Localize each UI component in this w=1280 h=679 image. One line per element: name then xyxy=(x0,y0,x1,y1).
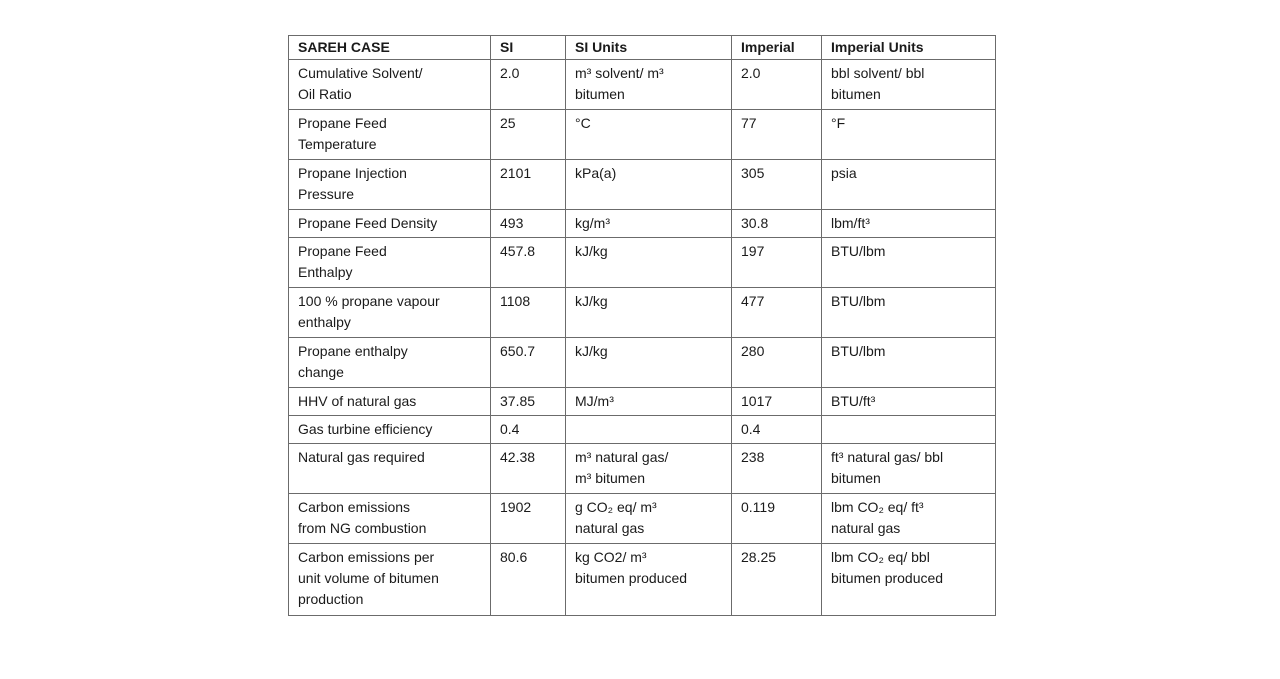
row-si-value-cell-text: 2101 xyxy=(500,165,532,181)
row-parameter-cell-text: Propane Injection Pressure xyxy=(298,165,407,202)
row-si-units-cell-text: MJ/m³ xyxy=(575,393,614,409)
row-si-units-cell-text: m³ natural gas/ m³ bitumen xyxy=(575,449,669,486)
table-header-row xyxy=(289,36,996,60)
row-imperial-units-cell-text: BTU/ft³ xyxy=(831,393,876,409)
row-imperial-value-cell xyxy=(732,238,822,288)
row-parameter-cell xyxy=(289,444,491,494)
row-imperial-units-cell xyxy=(822,160,996,210)
row-si-value-cell xyxy=(491,494,566,544)
row-imperial-units-cell xyxy=(822,494,996,544)
row-si-units-cell-text: kg CO2/ m³ bitumen produced xyxy=(575,549,688,586)
row-imperial-units-cell-text: lbm/ft³ xyxy=(831,215,870,231)
row-parameter-cell xyxy=(289,110,491,160)
row-imperial-units-cell xyxy=(822,388,996,416)
row-si-value-cell-text: 650.7 xyxy=(500,343,536,359)
row-si-units-cell xyxy=(566,110,732,160)
table-row xyxy=(289,110,996,160)
row-imperial-value-cell-text: 28.25 xyxy=(741,549,777,565)
table-row xyxy=(289,494,996,544)
header-imperial: Imperial xyxy=(732,36,822,60)
row-imperial-value-cell xyxy=(732,60,822,110)
row-parameter-cell-text: Gas turbine efficiency xyxy=(298,421,433,437)
row-si-value-cell-text: 25 xyxy=(500,115,516,131)
row-parameter-cell-text: Carbon emissions from NG combustion xyxy=(298,499,427,536)
row-imperial-value-cell xyxy=(732,444,822,494)
row-imperial-value-cell xyxy=(732,160,822,210)
header-si-units: SI Units xyxy=(566,36,732,60)
row-si-units-cell-text: °C xyxy=(575,115,591,131)
header-si: SI xyxy=(491,36,566,60)
row-si-value-cell xyxy=(491,60,566,110)
row-imperial-units-cell xyxy=(822,544,996,616)
row-si-value-cell xyxy=(491,544,566,616)
row-parameter-cell-text: Propane Feed Density xyxy=(298,215,438,231)
row-imperial-units-cell xyxy=(822,444,996,494)
row-si-value-cell-text: 493 xyxy=(500,215,524,231)
row-parameter-cell-text: Propane Feed Enthalpy xyxy=(298,243,387,280)
row-imperial-value-cell-text: 2.0 xyxy=(741,65,761,81)
row-parameter-cell-text: Cumulative Solvent/ Oil Ratio xyxy=(298,65,423,102)
row-si-value-cell xyxy=(491,210,566,238)
row-imperial-value-cell xyxy=(732,288,822,338)
row-parameter-cell-text: Propane enthalpy change xyxy=(298,343,408,380)
row-imperial-value-cell-text: 0.4 xyxy=(741,421,761,437)
row-si-value-cell xyxy=(491,338,566,388)
row-si-value-cell xyxy=(491,288,566,338)
row-imperial-value-cell-text: 238 xyxy=(741,449,765,465)
row-si-units-cell xyxy=(566,238,732,288)
row-si-units-cell xyxy=(566,544,732,616)
row-si-units-cell-text: g CO₂ eq/ m³ natural gas xyxy=(575,499,657,536)
row-si-units-cell xyxy=(566,444,732,494)
row-imperial-units-cell xyxy=(822,238,996,288)
row-imperial-units-cell xyxy=(822,110,996,160)
row-si-value-cell xyxy=(491,416,566,444)
header-imperial-units: Imperial Units xyxy=(822,36,996,60)
row-si-value-cell xyxy=(491,444,566,494)
row-parameter-cell-text: Carbon emissions per unit volume of bitumen production xyxy=(298,549,439,607)
row-imperial-value-cell-text: 0.119 xyxy=(741,499,775,515)
row-si-value-cell-text: 80.6 xyxy=(500,549,528,565)
row-si-units-cell-text: m³ solvent/ m³ bitumen xyxy=(575,65,664,102)
row-si-units-cell-text: kJ/kg xyxy=(575,293,608,309)
row-si-units-cell xyxy=(566,288,732,338)
row-si-value-cell xyxy=(491,110,566,160)
row-parameter-cell xyxy=(289,60,491,110)
row-si-units-cell-text: kPa(a) xyxy=(575,165,617,181)
row-si-value-cell-text: 1902 xyxy=(500,499,532,515)
row-parameter-cell xyxy=(289,210,491,238)
row-imperial-units-cell-text: BTU/lbm xyxy=(831,243,886,259)
row-si-value-cell-text: 37.85 xyxy=(500,393,536,409)
row-imperial-value-cell xyxy=(732,544,822,616)
table-row xyxy=(289,388,996,416)
header-case: SAREH CASE xyxy=(289,36,491,60)
row-imperial-units-cell-text: bbl solvent/ bbl bitumen xyxy=(831,65,925,102)
table-row xyxy=(289,444,996,494)
row-imperial-value-cell xyxy=(732,338,822,388)
table-row xyxy=(289,544,996,616)
row-imperial-value-cell-text: 30.8 xyxy=(741,215,769,231)
table-row xyxy=(289,60,996,110)
row-imperial-units-cell-text: BTU/lbm xyxy=(831,343,886,359)
row-si-units-cell xyxy=(566,160,732,210)
row-si-value-cell-text: 0.4 xyxy=(500,421,520,437)
row-imperial-units-cell xyxy=(822,288,996,338)
row-parameter-cell xyxy=(289,338,491,388)
row-imperial-units-cell-text: lbm CO₂ eq/ bbl bitumen produced xyxy=(831,549,944,586)
row-si-value-cell xyxy=(491,160,566,210)
row-imperial-value-cell xyxy=(732,494,822,544)
row-parameter-cell-text: 100 % propane vapour enthalpy xyxy=(298,293,440,330)
row-si-units-cell xyxy=(566,338,732,388)
row-imperial-units-cell xyxy=(822,338,996,388)
row-imperial-value-cell-text: 197 xyxy=(741,243,765,259)
row-si-value-cell xyxy=(491,388,566,416)
row-si-units-cell-text: kJ/kg xyxy=(575,243,608,259)
row-parameter-cell xyxy=(289,288,491,338)
row-parameter-cell xyxy=(289,388,491,416)
row-imperial-units-cell-text: °F xyxy=(831,115,846,131)
row-si-units-cell xyxy=(566,494,732,544)
row-parameter-cell xyxy=(289,544,491,616)
row-parameter-cell-text: HHV of natural gas xyxy=(298,393,417,409)
table-row xyxy=(289,416,996,444)
units-conversion-table xyxy=(288,35,996,616)
row-parameter-cell-text: Natural gas required xyxy=(298,449,425,465)
table-row xyxy=(289,338,996,388)
row-parameter-cell xyxy=(289,238,491,288)
row-parameter-cell xyxy=(289,416,491,444)
table-row xyxy=(289,238,996,288)
row-imperial-value-cell xyxy=(732,388,822,416)
row-imperial-units-cell-text: ft³ natural gas/ bbl bitumen xyxy=(831,449,944,486)
row-si-units-cell xyxy=(566,388,732,416)
row-imperial-units-cell-text: BTU/lbm xyxy=(831,293,886,309)
row-imperial-value-cell-text: 305 xyxy=(741,165,765,181)
row-si-value-cell-text: 42.38 xyxy=(500,449,536,465)
row-si-units-cell xyxy=(566,60,732,110)
row-imperial-value-cell-text: 477 xyxy=(741,293,765,309)
row-imperial-units-cell xyxy=(822,210,996,238)
row-imperial-units-cell-text: lbm CO₂ eq/ ft³ natural gas xyxy=(831,499,924,536)
row-imperial-units-cell xyxy=(822,60,996,110)
row-imperial-value-cell-text: 77 xyxy=(741,115,757,131)
row-parameter-cell xyxy=(289,160,491,210)
row-si-value-cell-text: 1108 xyxy=(500,293,531,309)
row-imperial-value-cell-text: 280 xyxy=(741,343,765,359)
row-imperial-value-cell xyxy=(732,416,822,444)
row-imperial-value-cell-text: 1017 xyxy=(741,393,773,409)
row-imperial-units-cell xyxy=(822,416,996,444)
row-si-units-cell xyxy=(566,210,732,238)
table-row xyxy=(289,210,996,238)
row-parameter-cell-text: Propane Feed Temperature xyxy=(298,115,387,152)
row-parameter-cell xyxy=(289,494,491,544)
row-si-units-cell-text: kg/m³ xyxy=(575,215,610,231)
row-si-value-cell-text: 2.0 xyxy=(500,65,520,81)
row-imperial-value-cell xyxy=(732,210,822,238)
row-imperial-value-cell xyxy=(732,110,822,160)
table-row xyxy=(289,288,996,338)
row-si-units-cell xyxy=(566,416,732,444)
row-si-value-cell-text: 457.8 xyxy=(500,243,536,259)
table-row xyxy=(289,160,996,210)
row-si-value-cell xyxy=(491,238,566,288)
row-imperial-units-cell-text: psia xyxy=(831,165,857,181)
row-si-units-cell-text: kJ/kg xyxy=(575,343,608,359)
